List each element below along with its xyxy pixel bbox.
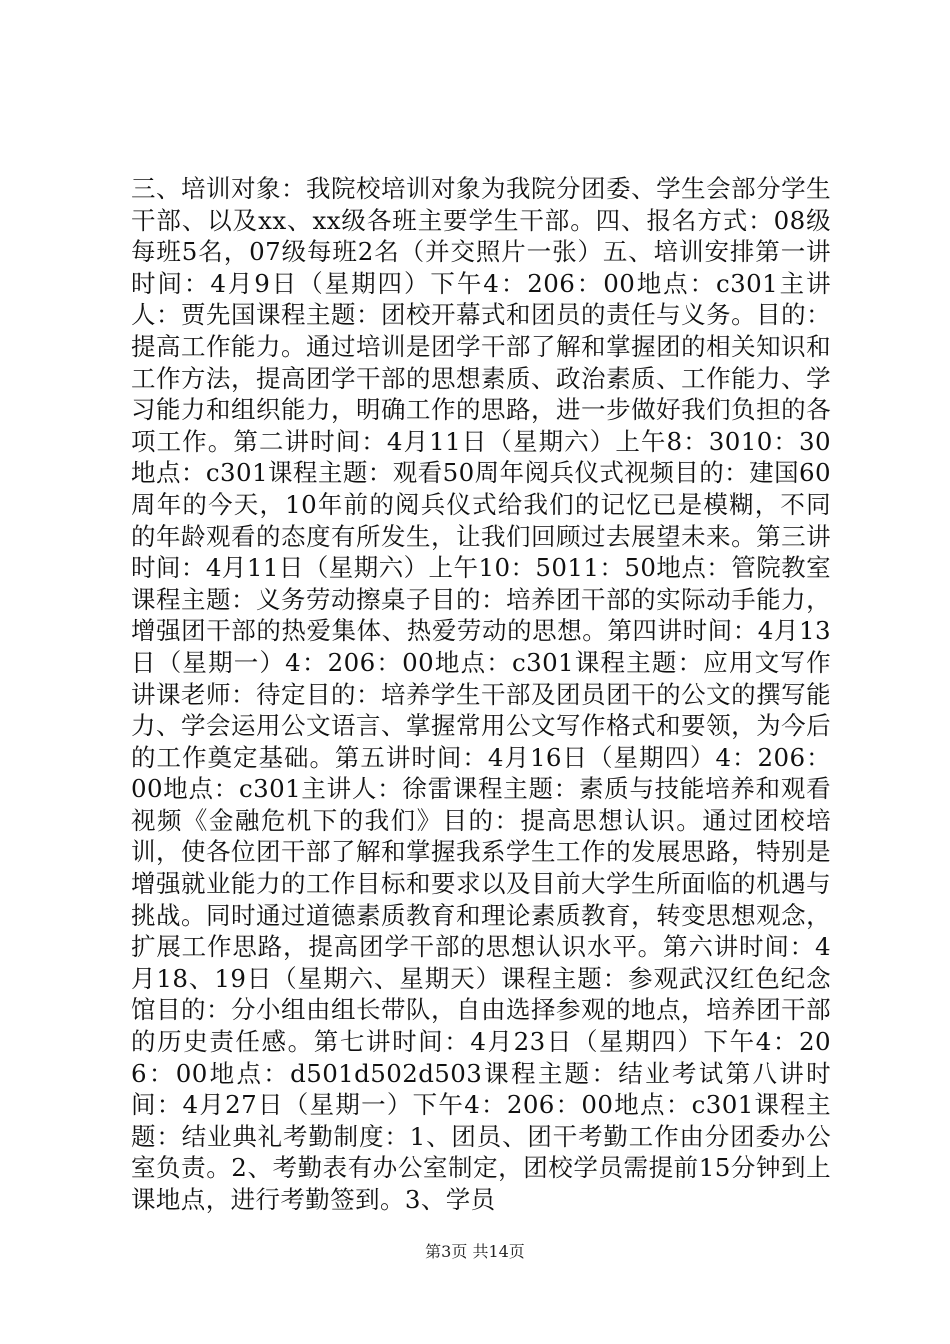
body-paragraph: 三、培训对象：我院校培训对象为我院分团委、学生会部分学生干部、以及xx、xx级各班主要学生干部。四、报名方式：08级每班5名，07级每班2名（并交照片一张）五、培训安排第一讲时间：4月9日（星期四）下午4：206：00地点：c301主讲人：贾先国课程主题：团校开幕式和团员的责任与义务。目的：提高工作能力。通过培训是团学干部了解和掌握团的相关知识和工作方法，提高团学干部的思想素质、政治素质、工作能力、学习能力和组织能力，明确工作的思路，进一步做好我们负担的各项工作。第二讲时间：4月11日（星期六）上午8：3010：30地点：c301课程主题：观看50周年阅兵仪式视频目的：建国60周年的今天，10年前的阅兵仪式给我们的记忆已是模糊，不同的年龄观看的态度有所发生，让我们回顾过去展望未来。第三讲时间：4月11日（星期六）上午10：5011：50地点：管院教室课程主题：义务劳动擦桌子目的：培养团干部的实际动手能力，增强团干部的热爱集体、热爱劳动的思想。第四讲时间：4月13日（星期一）4：206：00地点：c301课程主题：应用文写作讲课老师：待定目的：培养学生干部及团员团干的公文的撰写能力、学会运用公文语言、掌握常用公文写作格式和要领，为今后的工作奠定基础。第五讲时间：4月16日（星期四）4：206：00地点：c301主讲人：徐雷课程主题：素质与技能培养和观看视频《金融危机下的我们》目的：提高思想认识。通过团校培训，使各位团干部了解和掌握我系学生工作的发展思路，特别是增强就业能力的工作目标和要求以及目前大学生所面临的机遇与挑战。同时通过道德素质教育和理论素质教育，转变思想观念，扩展工作思路，提高团学干部的思想认识水平。第六讲时间：4月18、19日（星期六、星期天）课程主题：参观武汉红色纪念馆目的：分小组由组长带队，自由选择参观的地点，培养团干部的历史责任感。第七讲时间：4月23日（星期四）下午4：206：00地点：d501d502d503课程主题：结业考试第八讲时间：4月27日（星期一）下午4：206：00地点：c301课程主题：结业典礼考勤制度：1、团员、团干考勤工作由分团委办公室负责。2、考勤表有办公室制定，团校学员需提前15分钟到上课地点，进行考勤签到。3、学员 bbox=[131, 174, 831, 1214]
page-number: 第3页 共14页 bbox=[425, 1242, 525, 1261]
